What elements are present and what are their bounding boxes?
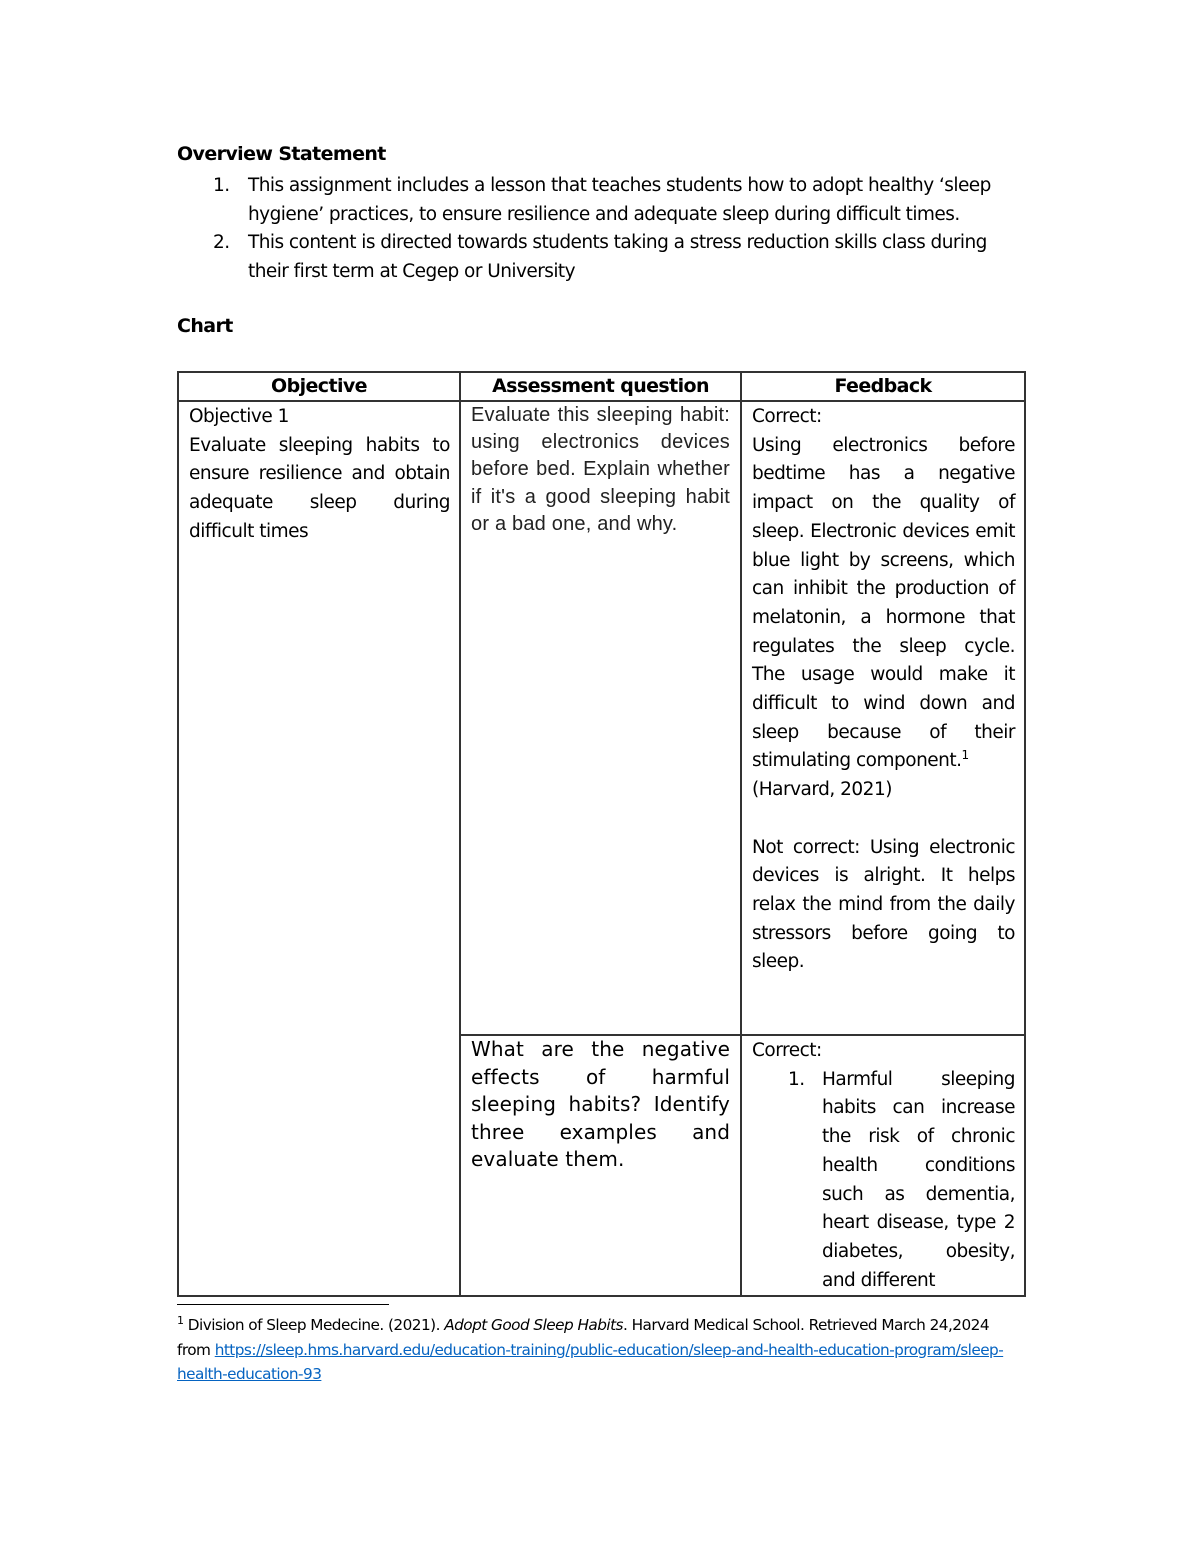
objectives-table xyxy=(177,371,1026,1297)
footnote-text-after: . Harvard Medical School. Retrieved March 24,2024 from xyxy=(177,1316,990,1359)
feedback-citation: (Harvard, 2021) xyxy=(752,779,892,801)
overview-item-text: This assignment includes a lesson that teaches students how to adopt healthy ‘sleep hygiene’ practices, to ensure resilience and adequate sleep during difficult times. xyxy=(248,175,991,225)
header-objective: Objective xyxy=(178,372,460,401)
footnote xyxy=(177,1313,1017,1387)
overview-heading: Overview Statement xyxy=(177,143,386,165)
objective-text: Evaluate sleeping habits to ensure resilience and obtain adequate sleep during difficult times xyxy=(189,434,450,542)
table-header-row xyxy=(178,372,1025,401)
footnote-separator xyxy=(177,1304,389,1305)
list-number: 1. xyxy=(788,1068,805,1090)
assessment-question-cell xyxy=(460,1035,741,1296)
feedback-list xyxy=(752,1066,1015,1296)
footnote-text-before: Division of Sleep Medecine. (2021). xyxy=(183,1316,445,1334)
overview-item-text: This content is directed towards students taking a stress reduction skills class during their first term at Cegep or University xyxy=(248,232,987,282)
feedback-not-correct-text: Not correct: Using electronic devices is alright. It helps relax the mind from the daily stressors before going to sleep. xyxy=(752,836,1015,973)
feedback-correct-text: Using electronics before bedtime has a negative impact on the quality of sleep. Electronic devices emit blue light by screens, which can inhibit the production of melatonin, a hormone that regulates the sleep cycle. The usage would make it difficult to wind down and sleep because of their stimulating component. xyxy=(752,434,1015,772)
chart-heading: Chart xyxy=(177,315,233,337)
footnote-reference[interactable]: 1 xyxy=(961,748,969,763)
spacer xyxy=(752,805,1015,834)
footnote-link[interactable]: https://sleep.hms.harvard.edu/education-training/public-education/sleep-and-health-education-program/sleep-health-education-93 xyxy=(177,1340,1004,1383)
feedback-correct-label: Correct: xyxy=(752,1040,822,1061)
overview-list xyxy=(213,172,1028,286)
overview-item xyxy=(213,229,1028,286)
feedback-list-text: Harmful sleeping habits can increase the risk of chronic health conditions such as dementia, heart disease, type 2 diabetes, obesity, and different xyxy=(822,1068,1015,1291)
header-assessment-question: Assessment question xyxy=(460,372,741,401)
header-feedback: Feedback xyxy=(741,372,1025,401)
list-number: 1. xyxy=(213,175,230,196)
objective-title: Objective 1 xyxy=(189,406,289,427)
assessment-question-text: What are the negative effects of harmful sleeping habits? Identify three examples and evaluate them. xyxy=(471,1037,730,1171)
footnote-title: Adopt Good Sleep Habits xyxy=(444,1316,623,1334)
overview-item xyxy=(213,172,1028,229)
objective-cell xyxy=(178,401,460,1296)
feedback-list-item xyxy=(752,1066,1015,1296)
assessment-question-text: Evaluate this sleeping habit: using electronics devices before bed. Explain whether if it's a good sleeping habit or a bad one, and why. xyxy=(471,404,730,535)
feedback-correct-label: Correct: xyxy=(752,406,822,427)
table-row xyxy=(178,401,1025,1035)
assessment-question-cell xyxy=(460,401,741,1035)
list-number: 2. xyxy=(213,232,230,253)
feedback-cell xyxy=(741,1035,1025,1296)
feedback-cell xyxy=(741,401,1025,1035)
footnote-marker: 1 xyxy=(177,1313,184,1327)
